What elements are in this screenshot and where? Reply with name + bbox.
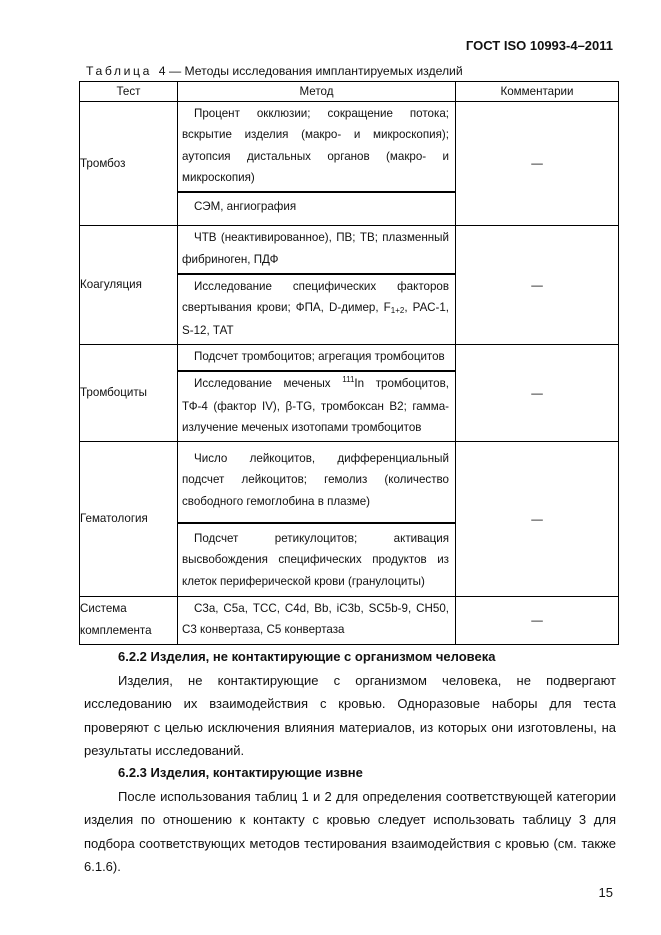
column-header-comments: Комментарии [456, 82, 619, 102]
column-header-test: Тест [80, 82, 178, 102]
page-number: 15 [598, 885, 613, 900]
methods-table [79, 81, 619, 645]
test-cell: Коагуляция [80, 226, 178, 344]
method-entry: Подсчет тромбоцитов; агрегация тромбоцитов [178, 345, 455, 372]
table-caption-label: Таблица [86, 64, 152, 78]
method-entry: Исследование меченых $^{111}$In тромбоцитов, ТФ-4 (фактор IV), β-TG, тромбоксан В2; гамма-излучение меченых изотопами тромбоцитов [182, 375, 449, 434]
method-cell [178, 102, 456, 226]
method-cell [178, 442, 456, 597]
test-cell: Тромбоз [80, 102, 178, 226]
method-cell [178, 344, 456, 441]
method-entry: Процент окклюзии; сокращение потока; вскрытие изделия (макро- и микроскопия); аутопсия дистальных органов (макро- и микроскопия) [178, 102, 455, 193]
table-row-hematology [80, 442, 619, 597]
method-cell [178, 226, 456, 344]
comment-cell: — [456, 226, 619, 344]
section-6-2-3 [84, 761, 616, 879]
method-entry: Подсчет ретикулоцитов; активация высвобождения специфических продуктов из клеток периферической крови (гранулоциты) [182, 532, 449, 588]
table-caption-number: 4 [158, 64, 166, 78]
test-cell: Гематология [80, 442, 178, 597]
table-header-row [80, 82, 619, 102]
method-entry: С3а, С5а, ТСС, С4d, Bb, iC3b, SC5b-9, CH50, С3 конвертаза, С5 конвертаза [182, 601, 449, 637]
comment-cell: — [456, 442, 619, 597]
test-cell: Тромбоциты [80, 344, 178, 441]
document-standard-header: ГОСТ ISO 10993-4–2011 [465, 38, 613, 53]
method-entry: СЭМ, ангиография [194, 200, 297, 214]
section-heading: 6.2.3 Изделия, контактирующие извне [118, 765, 363, 780]
section-paragraph: Изделия, не контактирующие с организмом человека, не подвергают исследованию их взаимодействия с кровью. Одноразовые наборы для теста проверяют с целью исключения влияния материалов, из которых они изготовлены, на результаты исследований. [84, 672, 616, 758]
table-row-platelets [80, 344, 619, 441]
table-caption-title: — Методы исследования имплантируемых изделий [165, 64, 463, 78]
method-entry: Исследование специфических факторов свертывания крови; ФПА, D-димер, F1+2, РАС-1, S-12, ТАТ [182, 280, 449, 337]
table-caption [86, 64, 463, 78]
method-entry: Число лейкоцитов, дифференциальный подсчет лейкоцитов; гемолиз (количество свободного гемоглобина в плазме) [178, 442, 455, 524]
section-paragraph: После использования таблиц 1 и 2 для определения соответствующей категории изделия по отношению к контакту с кровью следует использовать таблицу 3 для подбора соответствующих методов тестирования взаимодействия с кровью (см. также 6.1.6). [84, 788, 616, 874]
section-6-2-2 [84, 645, 616, 763]
comment-cell: — [456, 102, 619, 226]
table-row-thrombosis [80, 102, 619, 226]
method-cell [178, 596, 456, 644]
comment-cell: — [456, 344, 619, 441]
section-heading: 6.2.2 Изделия, не контактирующие с организмом человека [118, 649, 496, 664]
test-cell: Система комплемента [80, 596, 178, 644]
table-row-complement [80, 596, 619, 644]
column-header-method: Метод [178, 82, 456, 102]
comment-cell: — [456, 596, 619, 644]
table-row-coagulation [80, 226, 619, 344]
method-entry: ЧТВ (неактивированное), ПВ; ТВ; плазменный фибриноген, ПДФ [178, 226, 455, 275]
